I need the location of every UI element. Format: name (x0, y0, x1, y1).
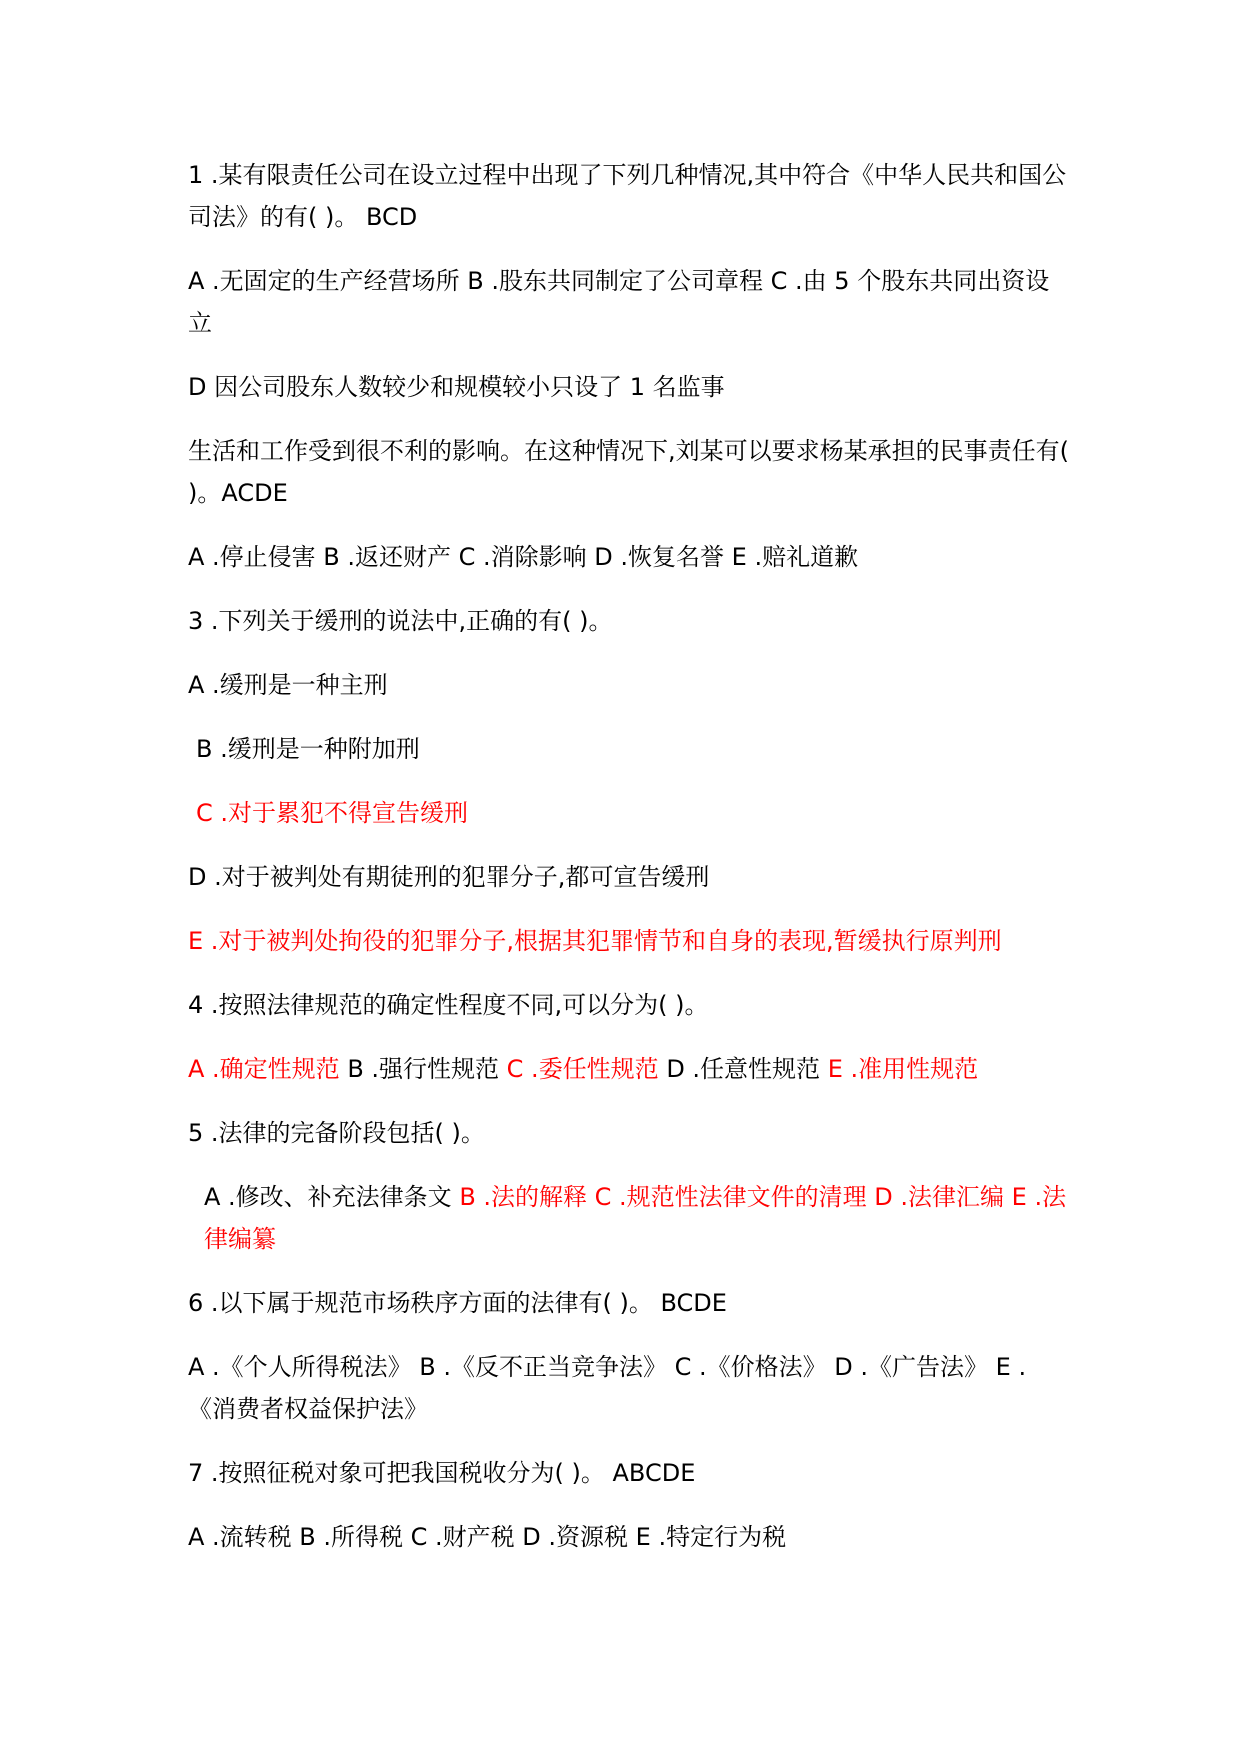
paragraph-q5-opts (188, 1176, 1070, 1260)
text-segment: A .停止侵害 B .返还财产 C .消除影响 D .恢复名誉 E .赔礼道歉 (188, 543, 859, 571)
text-segment: B .法的解释 C .规范性法律文件的清理 D .法律汇编 E .法律编纂 (204, 1183, 1067, 1253)
paragraph-q1-opts-a (188, 260, 1070, 344)
text-segment: D 因公司股东人数较少和规模较小只设了 1 名监事 (188, 373, 725, 401)
paragraph-q6 (188, 1282, 1070, 1324)
text-segment: 7 .按照征税对象可把我国税收分为( )。 ABCDE (188, 1459, 696, 1487)
text-segment: A .缓刑是一种主刑 (188, 671, 388, 699)
text-segment: A .《个人所得税法》 B .《反不正当竞争法》 C .《价格法》 D .《广告法》 E .《消费者权益保护法》 (188, 1353, 1027, 1423)
paragraph-q3-opt-d (188, 856, 1070, 898)
text-segment: D .对于被判处有期徒刑的犯罪分子,都可宣告缓刑 (188, 863, 710, 891)
text-segment: A .修改、补充法律条文 (204, 1183, 460, 1211)
paragraph-q5 (188, 1112, 1070, 1154)
text-segment: A .确定性规范 (188, 1055, 340, 1083)
text-segment: B .缓刑是一种附加刑 (196, 735, 420, 763)
text-segment: A .无固定的生产经营场所 B .股东共同制定了公司章程 C .由 5 个股东共同出资设立 (188, 267, 1050, 337)
paragraph-q3-opt-c (188, 792, 1070, 834)
text-segment: E .准用性规范 (827, 1055, 979, 1083)
paragraph-q2-opts (188, 536, 1070, 578)
paragraph-q3-opt-a (188, 664, 1070, 706)
text-segment: B .强行性规范 (339, 1055, 507, 1083)
text-segment: 1 .某有限责任公司在设立过程中出现了下列几种情况,其中符合《中华人民共和国公司法》的有( )。 BCD (188, 161, 1067, 231)
paragraph-q1 (188, 154, 1070, 238)
text-segment: 生活和工作受到很不利的影响。在这种情况下,刘某可以要求杨某承担的民事责任有( )。ACDE (188, 437, 1069, 507)
paragraph-q3 (188, 600, 1070, 642)
text-segment: D .任意性规范 (658, 1055, 828, 1083)
text-segment: 4 .按照法律规范的确定性程度不同,可以分为( )。 (188, 991, 709, 1019)
text-segment: E .对于被判处拘役的犯罪分子,根据其犯罪情节和自身的表现,暂缓执行原判刑 (188, 927, 1002, 955)
paragraph-q1-opts-d (188, 366, 1070, 408)
paragraph-q4 (188, 984, 1070, 1026)
paragraph-q7 (188, 1452, 1070, 1494)
paragraph-q2 (188, 430, 1070, 514)
document-body (188, 154, 1070, 1580)
text-segment: 6 .以下属于规范市场秩序方面的法律有( )。 BCDE (188, 1289, 727, 1317)
text-segment: C .对于累犯不得宣告缓刑 (196, 799, 469, 827)
paragraph-q4-opts (188, 1048, 1070, 1090)
text-segment: A .流转税 B .所得税 C .财产税 D .资源税 E .特定行为税 (188, 1523, 787, 1551)
text-segment: 5 .法律的完备阶段包括( )。 (188, 1119, 485, 1147)
paragraph-q7-opts (188, 1516, 1070, 1558)
paragraph-q3-opt-e (188, 920, 1070, 962)
text-segment: 3 .下列关于缓刑的说法中,正确的有( )。 (188, 607, 613, 635)
text-segment: C .委任性规范 (506, 1055, 659, 1083)
paragraph-q3-opt-b (188, 728, 1070, 770)
paragraph-q6-opts (188, 1346, 1070, 1430)
